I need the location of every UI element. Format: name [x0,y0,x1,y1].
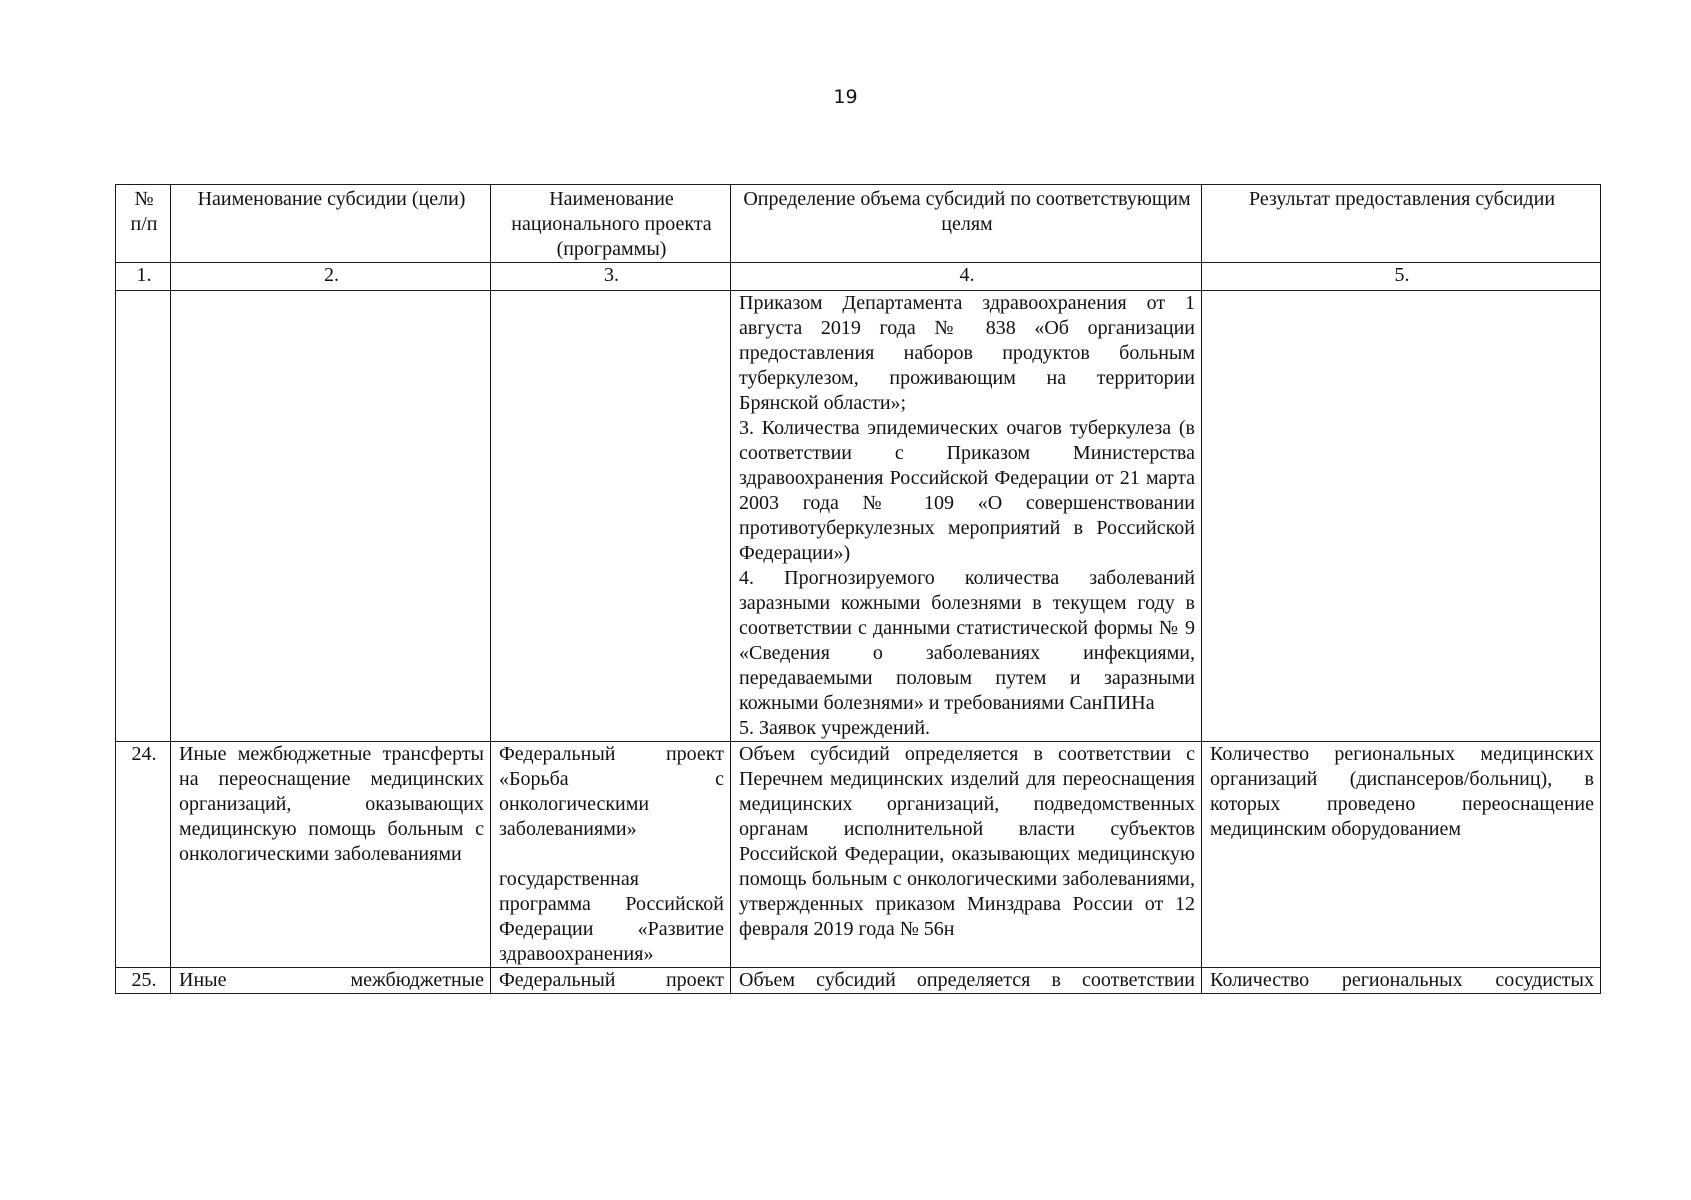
volume-paragraph: Приказом Департамента здравоохранения от 1 августа 2019 года № 838 «Об организации предоставления наборов продуктов больным туберкулезом, проживающим на территории Брянской области»; [739,292,1195,414]
column-number: 2. [171,263,491,291]
result-cell: Количество региональных сосудистых [1202,968,1601,994]
project-name-cell [491,291,731,742]
volume-paragraph: Объем субсидий определяется в соответствии с Перечнем медицинских изделий для переоснащения медицинских организаций, подведомственных органам исполнительной власти субъектов Российской Федерации, оказывающих медицинскую помощь больным с онкологическими заболеваниями, утвержденных приказом Минздрава России от 12 февраля 2019 года № 56н [739,743,1195,940]
volume-definition-cell [731,291,1202,742]
volume-paragraph: 5. Заявок учреждений. [739,717,931,739]
header-result: Результат предоставления субсидии [1202,185,1601,263]
project-name-cell: Федеральный проект [491,968,731,994]
row-number: 25. [116,968,171,994]
result-cell: Количество региональных медицинских организаций (диспансеров/больниц), в которых проведено переоснащение медицинским оборудованием [1202,742,1601,968]
header-volume-definition: Определение объема субсидий по соответствующим целям [731,185,1202,263]
table-row [116,291,1601,742]
header-number: № п/п [116,185,171,263]
column-number-row [116,263,1601,291]
paragraph-gap [499,842,724,867]
subsidy-name-cell [171,291,491,742]
header-subsidy-name: Наименование субсидии (цели) [171,185,491,263]
volume-paragraph: 4. Прогнозируемого количества заболеваний заразными кожными болезнями в текущем году в соответствии с данными статистической формы № 9 «Сведения о заболеваниях инфекциями, передаваемыми половым путем и заразными кожными болезнями» и требованиями СанПИНа [739,567,1195,714]
project-name-cell [491,742,731,968]
table-row [116,742,1601,968]
page-number: 19 [833,86,858,108]
project-paragraph: Федеральный проект «Борьба с онкологическими заболеваниями» [499,743,724,840]
volume-paragraph: 3. Количества эпидемических очагов туберкулеза (в соответствии с Приказом Министерства здравоохранения Российской Федерации от 21 марта 2003 года № 109 «О совершенствовании противотуберкулезных мероприятий в Российской Федерации») [739,417,1195,564]
header-project-name: Наименование национального проекта (программы) [491,185,731,263]
column-number: 4. [731,263,1202,291]
column-number: 5. [1202,263,1601,291]
result-cell [1202,291,1601,742]
volume-definition-cell [731,742,1202,968]
subsidy-name-cell: Иные межбюджетные [171,968,491,994]
row-number [116,291,171,742]
subsidy-name-cell: Иные межбюджетные трансферты на переоснащение медицинских организаций, оказывающих медицинскую помощь больным с онкологическими заболеваниями [171,742,491,968]
table-row [116,968,1601,994]
subsidies-table [115,184,1601,994]
column-number: 1. [116,263,171,291]
table-header-row [116,185,1601,263]
row-number: 24. [116,742,171,968]
volume-definition-cell: Объем субсидий определяется в соответствии [731,968,1202,994]
column-number: 3. [491,263,731,291]
project-paragraph: государственная программа Российской Федерации «Развитие здравоохранения» [499,868,724,965]
